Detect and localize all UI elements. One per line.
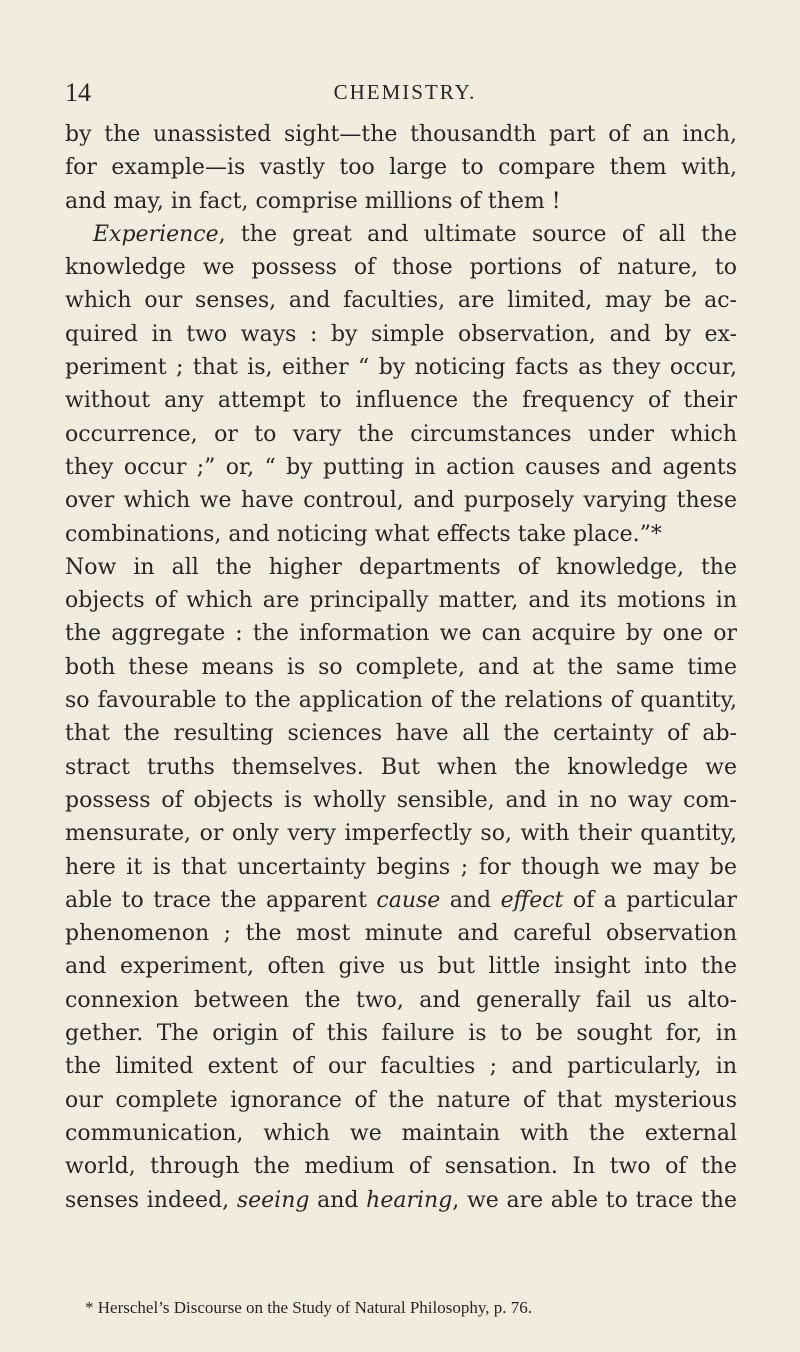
text-line: and experiment, often give us but little insight into the bbox=[65, 954, 737, 980]
text-line: possess of objects is wholly sensible, and in no way com- bbox=[65, 787, 737, 813]
italic-term: seeing bbox=[236, 1187, 310, 1213]
italic-term: Experience bbox=[93, 221, 219, 247]
text-line: the aggregate : the information we can acquire by one or bbox=[65, 621, 737, 647]
text-line: Now in all the higher departments of knowledge, the bbox=[65, 554, 737, 580]
text-line: which our senses, and faculties, are limited, may be ac- bbox=[65, 288, 737, 314]
text-line: our complete ignorance of the nature of that mysterious bbox=[65, 1087, 737, 1113]
text-line: communication, which we maintain with the external bbox=[65, 1120, 737, 1146]
text-line: quired in two ways : by simple observation, and by ex- bbox=[65, 321, 737, 347]
text-line: connexion between the two, and generally fail us alto- bbox=[65, 987, 737, 1013]
text-line: stract truths themselves. But when the knowledge we bbox=[65, 754, 737, 780]
text-line: by the unassisted sight—the thousandth part of an inch, bbox=[65, 122, 737, 147]
text-line: and may, in fact, comprise millions of them ! bbox=[65, 188, 561, 214]
italic-term: effect bbox=[500, 887, 564, 913]
text-line: both these means is so complete, and at the same time bbox=[65, 654, 737, 680]
text-line: phenomenon ; the most minute and careful observation bbox=[65, 921, 737, 947]
text-line: occurrence, or to vary the circumstances under which bbox=[65, 421, 737, 447]
text-line: for example—is vastly too large to compare them with, bbox=[65, 155, 737, 181]
text-line: without any attempt to influence the frequency of their bbox=[65, 388, 737, 414]
text-line: world, through the medium of sensation. In two of the bbox=[65, 1154, 737, 1180]
running-head: CHEMISTRY. bbox=[333, 80, 477, 104]
body-text bbox=[65, 118, 737, 1217]
text-line: gether. The origin of this failure is to be sought for, in bbox=[65, 1021, 737, 1047]
page-number: 14 bbox=[65, 78, 91, 107]
italic-term: cause bbox=[376, 887, 441, 913]
text-line: over which we have controul, and purposely varying these bbox=[65, 488, 737, 514]
text-line: mensurate, or only very imperfectly so, with their quantity, bbox=[65, 821, 737, 847]
page-header bbox=[65, 78, 745, 108]
text-line: that the resulting sciences have all the certainty of ab- bbox=[65, 721, 737, 747]
text-line: the limited extent of our faculties ; and particularly, in bbox=[65, 1054, 737, 1080]
text-line: so favourable to the application of the relations of quantity, bbox=[65, 688, 737, 714]
text-line: here it is that uncertainty begins ; for though we may be bbox=[65, 854, 737, 880]
text-line: able to trace the apparent cause and effect of a particular bbox=[65, 887, 737, 913]
text-line: knowledge we possess of those portions of nature, to bbox=[65, 255, 737, 281]
text-line: senses indeed, seeing and hearing, we are able to trace the bbox=[65, 1187, 737, 1213]
text-line: they occur ;” or, “ by putting in action causes and agents bbox=[65, 454, 737, 480]
footnote: * Herschel’s Discourse on the Study of Natural Philosophy, p. 76. bbox=[85, 1298, 532, 1317]
text-line: Experience, the great and ultimate source of all the bbox=[93, 221, 737, 247]
text-line: combinations, and noticing what effects take place.”* bbox=[65, 521, 662, 547]
text-line: objects of which are principally matter, and its motions in bbox=[65, 588, 737, 614]
text-line: periment ; that is, either “ by noticing facts as they occur, bbox=[65, 355, 737, 381]
italic-term: hearing bbox=[366, 1187, 453, 1213]
